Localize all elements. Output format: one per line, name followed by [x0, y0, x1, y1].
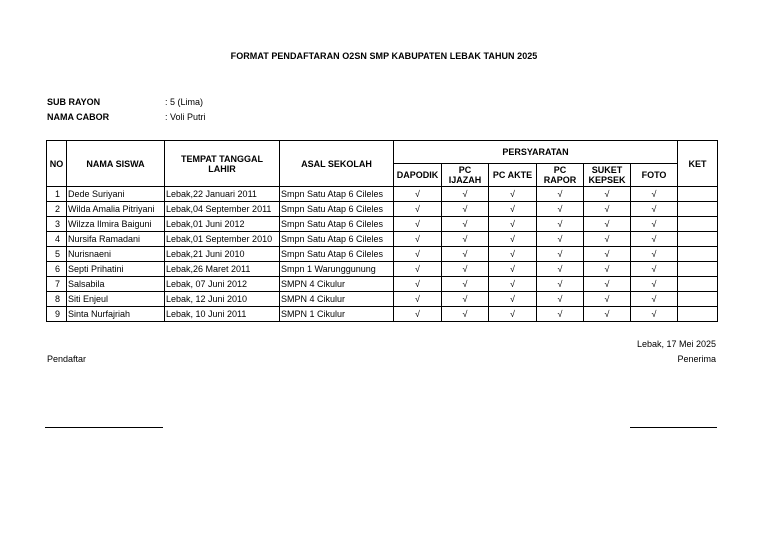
check-mark: √ — [584, 262, 631, 277]
check-mark: √ — [489, 202, 537, 217]
cell-asal-sekolah: SMPN 1 Cikulur — [280, 307, 394, 322]
table-row — [47, 247, 718, 262]
check-mark: √ — [537, 292, 584, 307]
check-mark: √ — [631, 262, 678, 277]
check-mark: √ — [442, 292, 489, 307]
check-mark: √ — [584, 187, 631, 202]
cell-no: 5 — [47, 247, 67, 262]
check-mark: √ — [489, 292, 537, 307]
check-mark: √ — [442, 217, 489, 232]
table-row — [47, 202, 718, 217]
cell-nama-siswa: Nursifa Ramadani — [67, 232, 165, 247]
cell-ket — [678, 247, 718, 262]
check-mark: √ — [584, 292, 631, 307]
check-mark: √ — [394, 262, 442, 277]
check-mark: √ — [489, 187, 537, 202]
check-mark: √ — [394, 217, 442, 232]
check-mark: √ — [442, 187, 489, 202]
check-mark: √ — [442, 307, 489, 322]
pendaftar-label: Pendaftar — [47, 354, 87, 364]
header-pc-rapor: PC RAPOR — [537, 164, 584, 187]
cell-asal-sekolah: Smpn Satu Atap 6 Cileles — [280, 217, 394, 232]
header-dapodik: DAPODIK — [394, 164, 442, 187]
cell-asal-sekolah: Smpn Satu Atap 6 Cileles — [280, 247, 394, 262]
cell-ket — [678, 262, 718, 277]
check-mark: √ — [489, 307, 537, 322]
header-nama-siswa: NAMA SISWA — [67, 141, 165, 187]
cell-tempat-tanggal-lahir: Lebak,04 September 2011 — [165, 202, 280, 217]
check-mark: √ — [394, 247, 442, 262]
header-persyaratan: PERSYARATAN — [394, 141, 678, 164]
check-mark: √ — [394, 187, 442, 202]
cell-tempat-tanggal-lahir: Lebak, 07 Juni 2012 — [165, 277, 280, 292]
cell-tempat-tanggal-lahir: Lebak, 10 Juni 2011 — [165, 307, 280, 322]
check-mark: √ — [631, 202, 678, 217]
cell-nama-siswa: Dede Suriyani — [67, 187, 165, 202]
check-mark: √ — [489, 247, 537, 262]
check-mark: √ — [584, 307, 631, 322]
cell-tempat-tanggal-lahir: Lebak,26 Maret 2011 — [165, 262, 280, 277]
check-mark: √ — [442, 202, 489, 217]
header-pc-ijazah: PC IJAZAH — [442, 164, 489, 187]
header-pc-akte: PC AKTE — [489, 164, 537, 187]
cell-asal-sekolah: Smpn Satu Atap 6 Cileles — [280, 202, 394, 217]
cell-no: 3 — [47, 217, 67, 232]
check-mark: √ — [584, 277, 631, 292]
check-mark: √ — [394, 202, 442, 217]
check-mark: √ — [394, 307, 442, 322]
document-title: FORMAT PENDAFTARAN O2SN SMP KABUPATEN LEBAK TAHUN 2025 — [230, 51, 538, 61]
cell-nama-siswa: Salsabila — [67, 277, 165, 292]
check-mark: √ — [631, 232, 678, 247]
header-foto: FOTO — [631, 164, 678, 187]
cell-ket — [678, 292, 718, 307]
table-row — [47, 307, 718, 322]
cell-tempat-tanggal-lahir: Lebak,01 Juni 2012 — [165, 217, 280, 232]
check-mark: √ — [489, 277, 537, 292]
check-mark: √ — [537, 217, 584, 232]
penerima-label: Penerima — [677, 354, 716, 364]
header-ket: KET — [678, 141, 718, 187]
cell-nama-siswa: Sinta Nurfajriah — [67, 307, 165, 322]
cell-tempat-tanggal-lahir: Lebak,21 Juni 2010 — [165, 247, 280, 262]
check-mark: √ — [631, 277, 678, 292]
cell-no: 9 — [47, 307, 67, 322]
cell-no: 6 — [47, 262, 67, 277]
table-row — [47, 187, 718, 202]
cell-nama-siswa: Wilda Amalia Pitriyani — [67, 202, 165, 217]
check-mark: √ — [537, 307, 584, 322]
cell-no: 1 — [47, 187, 67, 202]
check-mark: √ — [584, 217, 631, 232]
check-mark: √ — [442, 247, 489, 262]
penerima-signature-line — [630, 427, 717, 428]
cell-nama-siswa: Nurisnaeni — [67, 247, 165, 262]
cell-no: 4 — [47, 232, 67, 247]
check-mark: √ — [584, 232, 631, 247]
check-mark: √ — [537, 232, 584, 247]
check-mark: √ — [631, 247, 678, 262]
sub-rayon-value: : 5 (Lima) — [165, 97, 204, 107]
check-mark: √ — [537, 202, 584, 217]
check-mark: √ — [442, 232, 489, 247]
cell-asal-sekolah: Smpn 1 Warunggunung — [280, 262, 394, 277]
cell-ket — [678, 232, 718, 247]
check-mark: √ — [537, 277, 584, 292]
cell-no: 8 — [47, 292, 67, 307]
check-mark: √ — [442, 277, 489, 292]
cell-asal-sekolah: SMPN 4 Cikulur — [280, 277, 394, 292]
cell-ket — [678, 277, 718, 292]
cell-tempat-tanggal-lahir: Lebak,01 September 2010 — [165, 232, 280, 247]
check-mark: √ — [394, 232, 442, 247]
cabor-value: : Voli Putri — [165, 112, 206, 122]
cabor-label: NAMA CABOR — [47, 112, 110, 122]
check-mark: √ — [489, 232, 537, 247]
header-tempat-tanggal-lahir: TEMPAT TANGGAL LAHIR — [165, 141, 280, 187]
check-mark: √ — [442, 262, 489, 277]
check-mark: √ — [489, 262, 537, 277]
cell-ket — [678, 202, 718, 217]
header-no: NO — [47, 141, 67, 187]
check-mark: √ — [631, 292, 678, 307]
cell-tempat-tanggal-lahir: Lebak,22 Januari 2011 — [165, 187, 280, 202]
cell-asal-sekolah: Smpn Satu Atap 6 Cileles — [280, 232, 394, 247]
cell-ket — [678, 307, 718, 322]
header-asal-sekolah: ASAL SEKOLAH — [280, 141, 394, 187]
cell-tempat-tanggal-lahir: Lebak, 12 Juni 2010 — [165, 292, 280, 307]
cell-asal-sekolah: Smpn Satu Atap 6 Cileles — [280, 187, 394, 202]
check-mark: √ — [631, 187, 678, 202]
cell-asal-sekolah: SMPN 4 Cikulur — [280, 292, 394, 307]
table-row — [47, 217, 718, 232]
pendaftar-signature-line — [45, 427, 163, 428]
cell-nama-siswa: Septi Prihatini — [67, 262, 165, 277]
check-mark: √ — [489, 217, 537, 232]
registration-table — [46, 140, 718, 322]
sub-rayon-label: SUB RAYON — [47, 97, 101, 107]
place-date: Lebak, 17 Mei 2025 — [636, 339, 716, 349]
check-mark: √ — [394, 277, 442, 292]
table-row — [47, 262, 718, 277]
cell-nama-siswa: Wilzza Ilmira Baiguni — [67, 217, 165, 232]
cell-nama-siswa: Siti Enjeul — [67, 292, 165, 307]
cell-ket — [678, 187, 718, 202]
check-mark: √ — [584, 247, 631, 262]
check-mark: √ — [631, 307, 678, 322]
check-mark: √ — [537, 247, 584, 262]
check-mark: √ — [394, 292, 442, 307]
check-mark: √ — [537, 187, 584, 202]
header-suket-kepsek: SUKET KEPSEK — [584, 164, 631, 187]
table-row — [47, 277, 718, 292]
check-mark: √ — [631, 217, 678, 232]
check-mark: √ — [584, 202, 631, 217]
check-mark: √ — [537, 262, 584, 277]
cell-no: 2 — [47, 202, 67, 217]
table-row — [47, 292, 718, 307]
cell-no: 7 — [47, 277, 67, 292]
cell-ket — [678, 217, 718, 232]
table-row — [47, 232, 718, 247]
